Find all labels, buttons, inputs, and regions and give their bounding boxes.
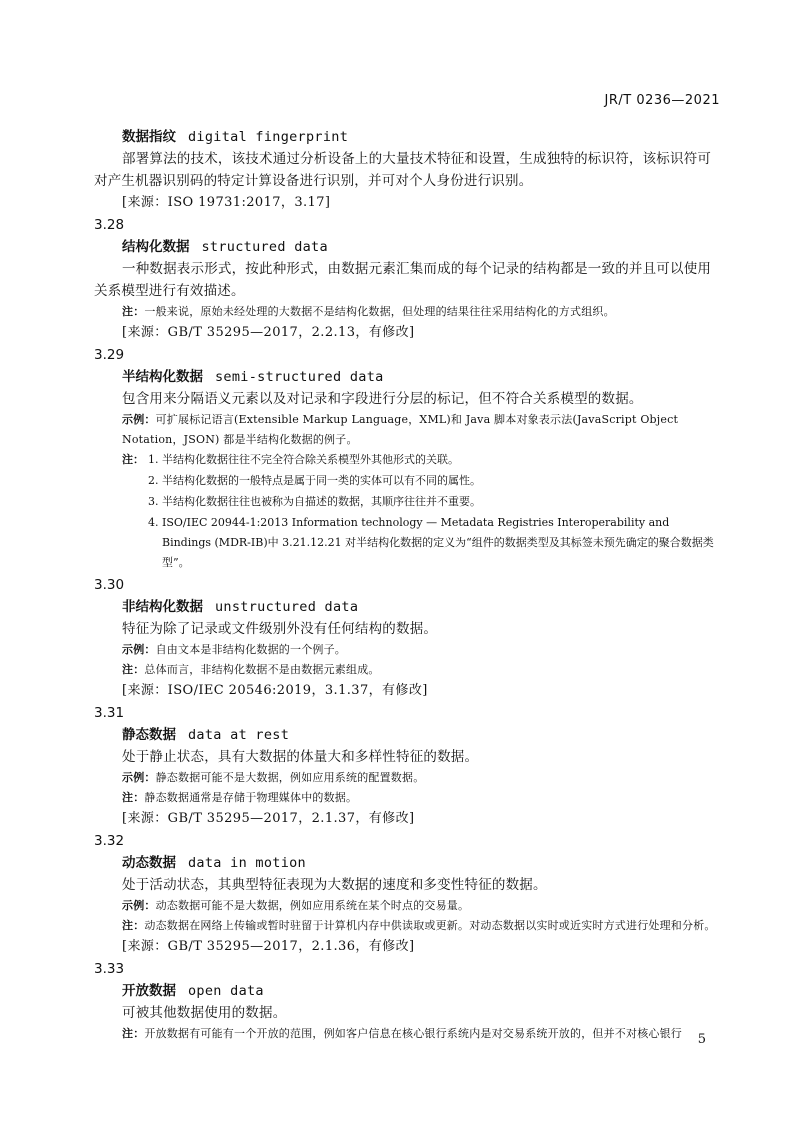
term-source: [来源：GB/T 35295—2017，2.1.37，有修改] (122, 811, 415, 826)
term-number: 3.28 (94, 217, 125, 233)
note-text: 半结构化数据往往不完全符合除关系模型外其他形式的关联。 (162, 453, 459, 466)
terms-content (94, 126, 720, 1044)
note-label: 注： (122, 663, 145, 676)
example-label: 示例： (122, 899, 156, 912)
note-label: 注： (122, 305, 145, 318)
list-item (148, 513, 720, 573)
note-text: 静态数据通常是存储于物理媒体中的数据。 (144, 791, 358, 804)
term-entry-3-31 (94, 702, 720, 830)
term-note (94, 1024, 720, 1044)
term-entry-3-30 (94, 574, 720, 702)
term-entry-3-33 (94, 958, 720, 1044)
term-heading (122, 596, 720, 618)
note-label: 注： (122, 919, 145, 932)
term-note (94, 660, 720, 680)
term-heading (122, 724, 720, 746)
term-zh: 数据指纹 (122, 129, 176, 145)
term-note (94, 788, 720, 808)
term-heading (122, 236, 720, 258)
note-text: 开放数据有可能有一个开放的范围，例如客户信息在核心银行系统内是对交易系统开放的，但并不对核心银行 (144, 1027, 683, 1040)
term-notes-list (94, 450, 720, 573)
term-source: [来源：ISO/IEC 20546:2019，3.1.37，有修改] (122, 683, 428, 698)
notes-label: 注： (122, 453, 144, 466)
note-text: ISO/IEC 20944-1:2013 Information technology — Metadata Registries Interoperability and Bindings (MDR-IB)中 3.21.12.21 对半结构化数据的定义为“组件的数据类型及其标签未预先确定的聚合数据类型”。 (162, 516, 714, 569)
term-definition: 可被其他数据使用的数据。 (122, 1005, 287, 1021)
term-entry-3-28 (94, 214, 720, 344)
term-entry-digital-fingerprint (94, 126, 720, 214)
term-number: 3.33 (94, 961, 125, 977)
note-number: 3. (148, 495, 159, 508)
note-number: 1. (148, 453, 159, 466)
term-definition: 处于活动状态，其典型特征表现为大数据的速度和多变性特征的数据。 (122, 877, 547, 893)
term-example (94, 410, 720, 450)
term-number: 3.31 (94, 705, 125, 721)
term-zh: 静态数据 (122, 727, 176, 743)
note-label: 注： (122, 1027, 145, 1040)
page-number: 5 (697, 1032, 706, 1047)
term-entry-3-29 (94, 344, 720, 573)
term-zh: 非结构化数据 (122, 599, 203, 615)
term-zh: 动态数据 (122, 855, 176, 871)
term-note (94, 916, 720, 936)
example-text: 可扩展标记语言(Extensible Markup Language，XML)和 Java 脚本对象表示法(JavaScript Object Notation，JSON) 都是半结构化数据的例子。 (122, 413, 679, 446)
term-definition: 包含用来分隔语义元素以及对记录和字段进行分层的标记，但不符合关系模型的数据。 (122, 391, 643, 407)
term-note (94, 302, 720, 322)
term-zh: 半结构化数据 (122, 369, 203, 385)
note-text: 动态数据在网络上传输或暂时驻留于计算机内存中供读取或更新。对动态数据以实时或近实时方式进行处理和分析。 (144, 919, 716, 932)
term-example (94, 768, 720, 788)
term-heading (122, 366, 720, 388)
note-text: 一般来说，原始未经处理的大数据不是结构化数据，但处理的结果往往采用结构化的方式组织。 (144, 305, 615, 318)
example-text: 自由文本是非结构化数据的一个例子。 (155, 643, 347, 656)
example-label: 示例： (122, 643, 156, 656)
term-number: 3.32 (94, 833, 125, 849)
term-en: data in motion (188, 855, 306, 871)
term-number: 3.29 (94, 347, 125, 363)
term-number: 3.30 (94, 577, 125, 593)
note-label: 注： (122, 791, 145, 804)
term-definition: 部署算法的技术，该技术通过分析设备上的大量技术特征和设置，生成独特的标识符，该标识符可对产生机器识别码的特定计算设备进行识别，并可对个人身份进行识别。 (94, 151, 712, 189)
term-source: [来源：ISO 19731:2017，3.17] (122, 195, 331, 210)
term-definition: 一种数据表示形式，按此种形式，由数据元素汇集而成的每个记录的结构都是一致的并且可以使用关系模型进行有效描述。 (94, 261, 712, 299)
note-text: 总体而言，非结构化数据不是由数据元素组成。 (144, 663, 380, 676)
note-number: 2. (148, 474, 159, 487)
term-source: [来源：GB/T 35295—2017，2.1.36，有修改] (122, 939, 415, 954)
note-text: 半结构化数据的一般特点是属于同一类的实体可以有不同的属性。 (162, 474, 481, 487)
term-en: unstructured data (215, 599, 359, 615)
term-heading (122, 980, 720, 1002)
document-code: JR/T 0236—2021 (604, 93, 720, 108)
term-example (94, 896, 720, 916)
term-zh: 结构化数据 (122, 239, 190, 255)
note-number: 4. (148, 516, 159, 529)
term-source: [来源：GB/T 35295—2017，2.2.13，有修改] (122, 325, 415, 340)
term-en: semi-structured data (215, 369, 384, 385)
term-en: open data (188, 983, 264, 999)
example-label: 示例： (122, 771, 156, 784)
term-zh: 开放数据 (122, 983, 176, 999)
list-item (148, 492, 720, 512)
term-en: data at rest (188, 727, 290, 743)
note-text: 半结构化数据往往也被称为自描述的数据，其顺序往往并不重要。 (162, 495, 481, 508)
term-heading (122, 126, 720, 148)
term-definition: 处于静止状态，具有大数据的体量大和多样性特征的数据。 (122, 749, 479, 765)
notes-items (148, 450, 720, 573)
term-example (94, 640, 720, 660)
example-text: 动态数据可能不是大数据，例如应用系统在某个时点的交易量。 (155, 899, 470, 912)
term-en: digital fingerprint (188, 129, 349, 145)
term-entry-3-32 (94, 830, 720, 958)
term-heading (122, 852, 720, 874)
example-label: 示例： (122, 413, 156, 426)
example-text: 静态数据可能不是大数据，例如应用系统的配置数据。 (155, 771, 425, 784)
list-item (148, 450, 720, 470)
list-item (148, 471, 720, 491)
term-definition: 特征为除了记录或文件级别外没有任何结构的数据。 (122, 621, 438, 637)
term-en: structured data (201, 239, 328, 255)
